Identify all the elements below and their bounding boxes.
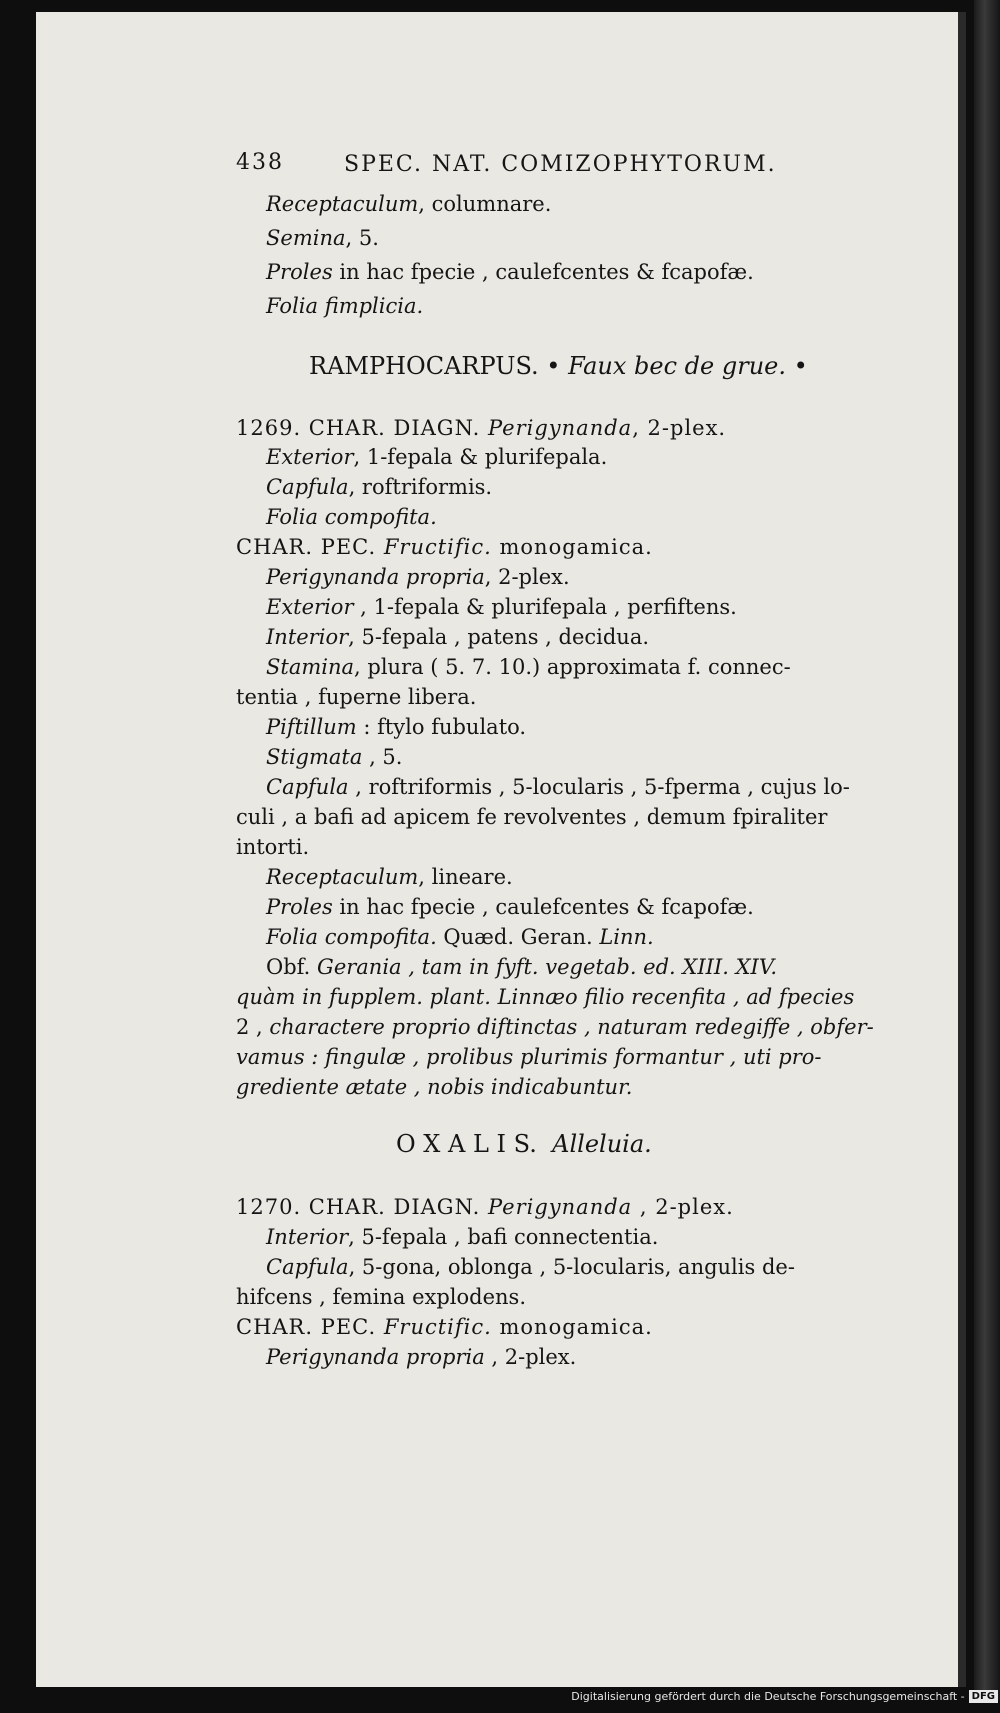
book-edge <box>974 0 1000 1700</box>
text-line: Proles in hac fpecie , caulefcentes & fcapofæ. <box>266 895 754 919</box>
text-line: Folia compofita. Quæd. Geran. Linn. <box>266 925 654 949</box>
text-line: Semina, 5. <box>266 226 379 250</box>
text-line: Capfula , roftriformis , 5-locularis , 5-fperma , cujus lo- <box>266 775 850 799</box>
text-line: hifcens , femina explodens. <box>236 1285 527 1309</box>
text-line: Receptaculum, lineare. <box>266 865 513 889</box>
text-line: Stamina, plura ( 5. 7. 10.) approximata f. connec- <box>266 655 791 679</box>
text-line: Perigynanda propria , 2-plex. <box>266 1345 577 1369</box>
book-page <box>36 12 966 1687</box>
text-line: Folia fimplicia. <box>266 294 424 318</box>
dfg-logo-icon: DFG <box>969 1690 998 1703</box>
text-line: tentia , fuperne libera. <box>236 685 477 709</box>
diagnosis-line: 1269. CHAR. DIAGN. Perigynanda, 2-plex. <box>236 416 727 440</box>
observation-line: grediente ætate , nobis indicabuntur. <box>236 1075 633 1099</box>
text-line: Capfula, roftriformis. <box>266 475 493 499</box>
text-line: Proles in hac fpecie , caulefcentes & fcapofæ. <box>266 260 754 284</box>
footer-credit <box>0 1689 1000 1709</box>
observation-line: vamus : fingulæ , prolibus plurimis formantur , uti pro- <box>236 1045 822 1069</box>
text-line: Piftillum : ftylo fubulato. <box>266 715 527 739</box>
character-line: CHAR. PEC. Fructific. monogamica. <box>236 535 653 559</box>
observation-line: quàm in fupplem. plant. Linnæo filio recenfita , ad fpecies <box>236 985 855 1009</box>
text-line: Perigynanda propria, 2-plex. <box>266 565 570 589</box>
text-line: Exterior , 1-fepala & plurifepala , perfiftens. <box>266 595 737 619</box>
text-line: Interior, 5-fepala , patens , decidua. <box>266 625 650 649</box>
text-line: Interior, 5-fepala , bafi connectentia. <box>266 1225 659 1249</box>
text-line: intorti. <box>236 835 310 859</box>
text-line: culi , a bafi ad apicem fe revolventes , demum fpiraliter <box>236 805 828 829</box>
observation-line: Obf. Gerania , tam in fyft. vegetab. ed. XIII. XIV. <box>266 955 777 979</box>
genus-name: O X A L I S. <box>396 1130 537 1158</box>
text-line: Folia compofita. <box>266 505 437 529</box>
diagnosis-line: 1270. CHAR. DIAGN. Perigynanda , 2-plex. <box>236 1195 734 1219</box>
observation-line: 2 , charactere proprio diftinctas , naturam redegiffe , obfer- <box>236 1015 874 1039</box>
genus-heading: RAMPHOCARPUS. • Faux bec de grue. • <box>309 352 808 380</box>
text-line: Exterior, 1-fepala & plurifepala. <box>266 445 608 469</box>
text-line: Receptaculum, columnare. <box>266 192 552 216</box>
text-line: Stigmata , 5. <box>266 745 403 769</box>
text-line: Capfula, 5-gona, oblonga , 5-locularis, angulis de- <box>266 1255 795 1279</box>
genus-common-name: Faux bec de grue. <box>568 352 787 380</box>
running-title: SPEC. NAT. COMIZOPHYTORUM. <box>344 152 777 177</box>
page-number: 438 <box>236 150 284 175</box>
genus-name: RAMPHOCARPUS. <box>309 352 539 380</box>
genus-heading <box>396 1132 652 1156</box>
character-line: CHAR. PEC. Fructific. monogamica. <box>236 1315 653 1339</box>
footer-credit-text: Digitalisierung gefördert durch die Deutsche Forschungsgemeinschaft - <box>571 1689 965 1703</box>
genus-common-name: Alleluia. <box>552 1130 652 1158</box>
